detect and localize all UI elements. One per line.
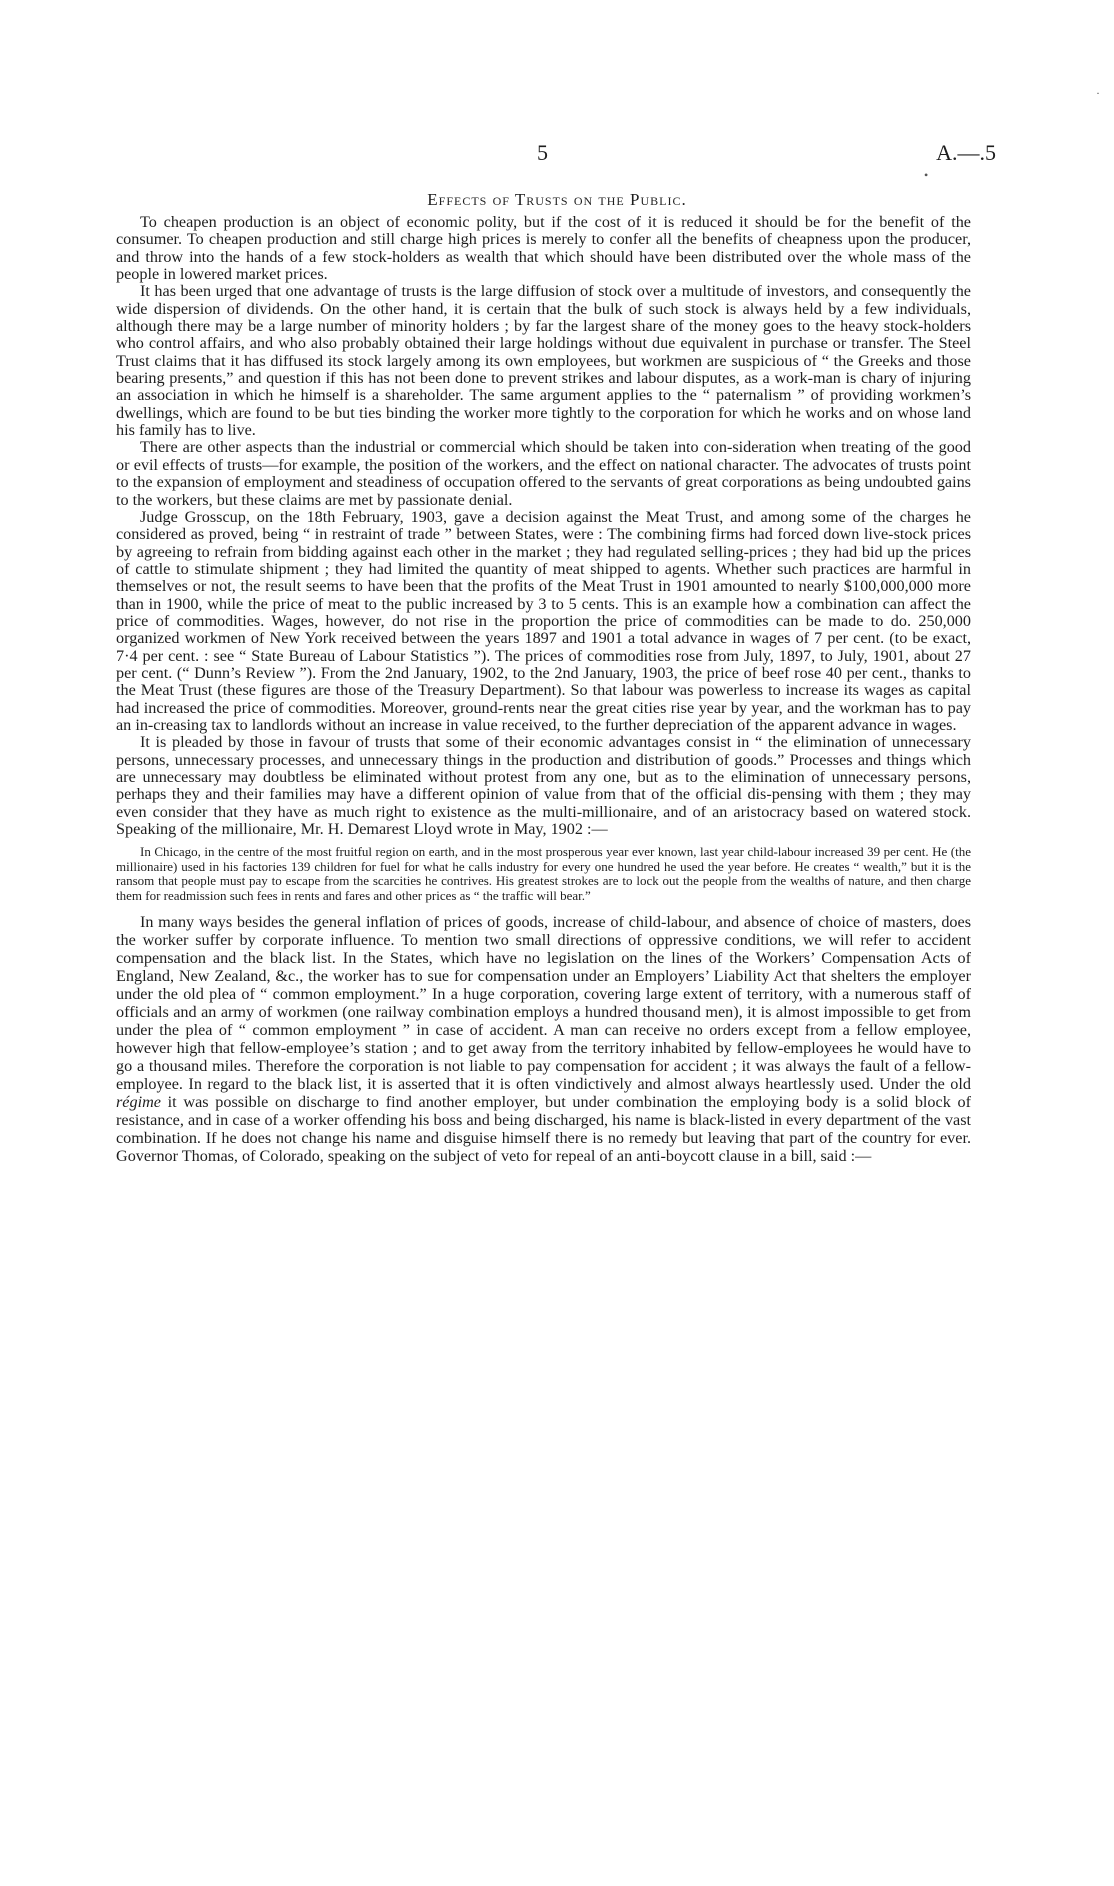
paragraph: Judge Grosscup, on the 18th February, 1903, gave a decision against the Meat Trust, and among some of the charges he considered as proved, being “ in restraint of trade ” between States, were : The combining firms had forced down live-stock prices by agreeing to refrain from bidding against each other in the market ; they had regulated selling-prices ; they had bid up the prices of cattle to stimulate shipment ; they had limited the quantity of meat shipped to agents. Whether such practices are harmful in themselves or not, the result seems to have been that the profits of the Meat Trust in 1901 amounted to nearly $100,000,000 more than in 1900, while the price of meat to the public increased by 3 to 5 cents. This is an example how a combination can affect the price of commodities. Wages, however, do not rise in the proportion the price of commodities can be made to do. 250,000 organized workmen of New York received between the years 1897 and 1901 a total advance in wages of 7 per cent. (to be exact, 7·4 per cent. : see “ State Bureau of Labour Statistics ”). The prices of commodities rose from July, 1897, to July, 1901, about 27 per cent. (“ Dunn’s Review ”). From the 2nd January, 1902, to the 2nd January, 1903, the price of beef rose 40 per cent., thanks to the Meat Trust (these figures are those of the Treasury Department). So that labour was powerless to increase its wages as capital had increased the price of commodities. Moreover, ground-rents near the great cities rise year by year, and the workman has to pay an in-creasing tax to landlords without an increase in value received, to the further depreciation of the apparent advance in wages. <box>116 507 971 734</box>
scan-speck: · <box>1096 86 1100 100</box>
paragraph: It has been urged that one advantage of trusts is the large diffusion of stock over a multitude of investors, and consequently the wide dispersion of dividends. On the other hand, it is certain that the bulk of such stock is always held by a few individuals, although there may be a large number of minority holders ; by far the largest share of the money goes to the heavy stock-holders who control affairs, and who also probably obtained their large holdings without due equivalent in purchase or transfer. The Steel Trust claims that it has diffused its stock largely among its own employees, but workmen are suspicious of “ the Greeks and those bearing presents,” and question if this has not been done to prevent strikes and labour disputes, as a work-man is chary of injuring an association in which he himself is a shareholder. The same argument applies to the “ paternalism ” of providing workmen’s dwellings, which are found to be but ties binding the worker more tightly to the corporation for which he works and on whose land his family has to live. <box>116 282 971 440</box>
section-title: Effects of Trusts on the Public. <box>427 190 687 209</box>
document-reference: A.—.5 <box>936 140 996 165</box>
paragraph: To cheapen production is an object of economic polity, but if the cost of it is reduced it should be for the benefit of the consumer. To cheapen production and still charge high prices is merely to confer all the benefits of cheapness upon the producer, and throw into the hands of a few stock-holders as wealth that which should have been distributed over the whole mass of the people in lowered market prices. <box>116 213 971 284</box>
page-header <box>0 140 1114 170</box>
body-text <box>116 214 971 1165</box>
scan-speck: • <box>924 168 929 182</box>
block-quote: In Chicago, in the centre of the most fruitful region on earth, and in the most prosperous year ever known, last year child-labour increased 39 per cent. He (the millionaire) used in his factories 139 children for fuel for what he calls industry for every one hundred he used the year before. He creates “ wealth,” but it is the ransom that people must pay to escape from the scarcities he contrives. His greatest strokes are to lock out the people from the wealths of nature, and then charge them for readmission such fees in rents and fares and other prices as “ the traffic will bear.” <box>116 844 971 903</box>
closing-text-before: In many ways besides the general inflation of prices of goods, increase of child-labour, and absence of choice of masters, does the worker suffer by corporate influence. To mention two small directions of oppressive conditions, we will refer to accident compensation and the black list. In the States, which have no legislation on the lines of the Workers’ Compensation Acts of England, New Zealand, &c., the worker has to sue for compensation under an Employers’ Liability Act that shelters the employer under the old plea of “ common employment.” In a huge corporation, covering large extent of territory, with a numerous staff of officials and an army of workmen (one railway combination employs a hundred thousand men), it is almost impossible to get from under the plea of “ common employment ” in case of accident. A man can receive no orders except from a fellow employee, however high that fellow-employee’s station ; and to get away from the territory inhabited by fellow-employees he would have to go a thousand miles. Therefore the corporation is not liable to pay compensation for accident ; it was always the fault of a fellow-employee. In regard to the black list, it is asserted that it is often vindictively and almost always heartlessly used. Under the old <box>116 913 971 1094</box>
paragraph: It is pleaded by those in favour of trusts that some of their economic advantages consist in “ the elimination of unnecessary persons, unnecessary processes, and unnecessary things in the production and distribution of goods.” Processes and things which are unnecessary may doubtless be eliminated without protest from any one, but as to the elimination of unnecessary persons, perhaps they and their families may have a different opinion of value from that of the official dis-pensing with them ; they may even consider that they have as much right to existence as the multi-millionaire, and of an aristocracy based on watered stock. Speaking of the millionaire, Mr. H. Demarest Lloyd wrote in May, 1902 :— <box>116 733 971 839</box>
paragraph: There are other aspects than the industrial or commercial which should be taken into con-sideration when treating of the good or evil effects of trusts—for example, the position of the workers, and the effect on national character. The advocates of trusts point to the expansion of employment and steadiness of occupation offered to the servants of great corporations as being undoubted gains to the workers, but these claims are met by passionate denial. <box>116 438 971 509</box>
closing-text-after: it was possible on discharge to find another employer, but under combination the employing body is a solid block of resistance, and in case of a worker offending his boss and being discharged, his name is black-listed in every department of the vast combination. If he does not change his name and disguise himself there is no remedy but leaving that part of the country for ever. Governor Thomas, of Colorado, speaking on the subject of veto for repeal of an anti-boycott clause in a bill, said :— <box>116 1093 971 1166</box>
paragraph-closing <box>116 913 971 1165</box>
page-number: 5 <box>537 140 548 165</box>
closing-text-italic: régime <box>116 1093 161 1112</box>
